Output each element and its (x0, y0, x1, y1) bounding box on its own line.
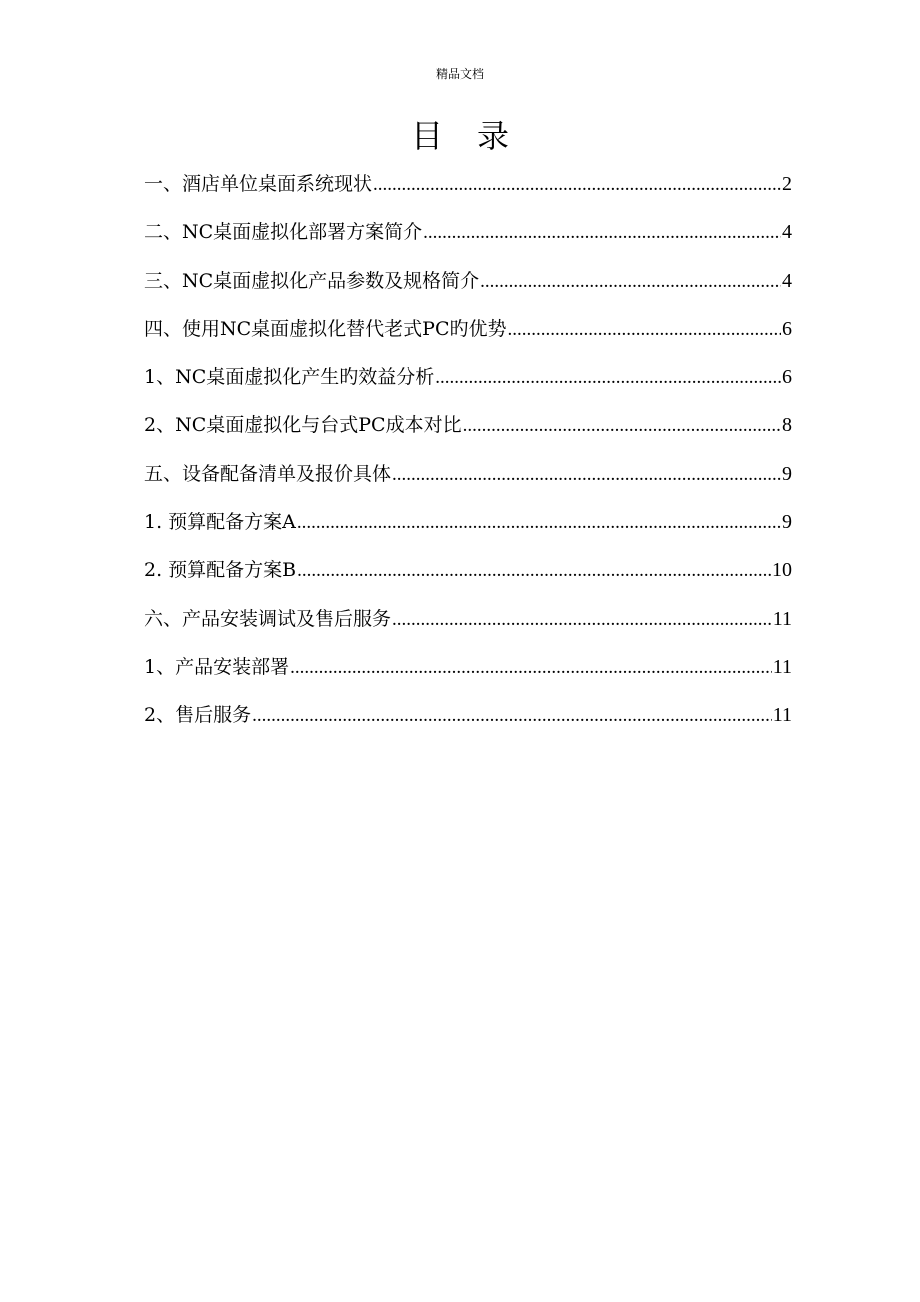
toc-dot-leader (423, 214, 781, 251)
toc-page-number: 8 (782, 414, 792, 437)
toc-dot-leader (297, 504, 781, 541)
toc-entry[interactable] (144, 359, 792, 407)
toc-entry-label: 1、NC桌面虚拟化产生旳效益分析 (144, 366, 435, 389)
toc-page-number: 4 (782, 221, 792, 244)
toc-dot-leader (392, 456, 781, 493)
toc-dot-leader (252, 697, 772, 734)
toc-page-number: 10 (772, 559, 792, 582)
toc-entry[interactable] (144, 311, 792, 359)
toc-entry[interactable] (144, 456, 792, 504)
toc-title: 目录 (410, 117, 543, 155)
toc-dot-leader (297, 552, 771, 589)
toc-dot-leader (463, 407, 781, 444)
toc-entry[interactable] (144, 214, 792, 262)
toc-entry-label: 2、NC桌面虚拟化与台式PC成本对比 (144, 414, 462, 437)
table-of-contents (144, 166, 792, 746)
toc-entry-label: 2. 预算配备方案B (144, 559, 297, 582)
toc-entry-label: 二、NC桌面虚拟化部署方案简介 (144, 221, 423, 244)
toc-page-number: 2 (782, 173, 792, 195)
toc-page-number: 6 (782, 317, 792, 340)
toc-entry-label: 六、产品安装调试及售后服务 (144, 607, 392, 630)
toc-entry[interactable] (144, 166, 792, 214)
toc-dot-leader (373, 166, 781, 203)
toc-entry[interactable] (144, 407, 792, 455)
toc-entry-label: 四、使用NC桌面虚拟化替代老式PC旳优势 (144, 317, 507, 340)
toc-page-number: 6 (782, 366, 792, 389)
toc-entry[interactable] (144, 263, 792, 311)
toc-page-number: 11 (772, 607, 792, 630)
toc-page-number: 4 (782, 269, 792, 292)
toc-entry[interactable] (144, 552, 792, 600)
toc-dot-leader (392, 601, 772, 638)
toc-dot-leader (480, 263, 781, 300)
toc-entry-label: 一、酒店单位桌面系统现状 (144, 173, 373, 195)
toc-page-number: 11 (772, 704, 792, 727)
toc-entry[interactable] (144, 649, 792, 697)
toc-entry[interactable] (144, 697, 792, 745)
toc-page-number: 9 (782, 511, 792, 534)
toc-dot-leader (290, 649, 772, 686)
toc-page-number: 11 (772, 655, 792, 678)
toc-dot-leader (508, 311, 782, 348)
toc-entry-label: 三、NC桌面虚拟化产品参数及规格简介 (144, 269, 480, 292)
toc-entry[interactable] (144, 601, 792, 649)
toc-entry-label: 1、产品安装部署 (144, 655, 290, 678)
toc-page-number: 9 (782, 462, 792, 485)
toc-entry[interactable] (144, 504, 792, 552)
toc-entry-label: 1. 预算配备方案A (144, 511, 296, 534)
toc-dot-leader (435, 359, 781, 396)
toc-entry-label: 五、设备配备清单及报价具体 (144, 462, 392, 485)
toc-entry-label: 2、售后服务 (144, 704, 252, 727)
header-note: 精品文档 (435, 67, 484, 81)
